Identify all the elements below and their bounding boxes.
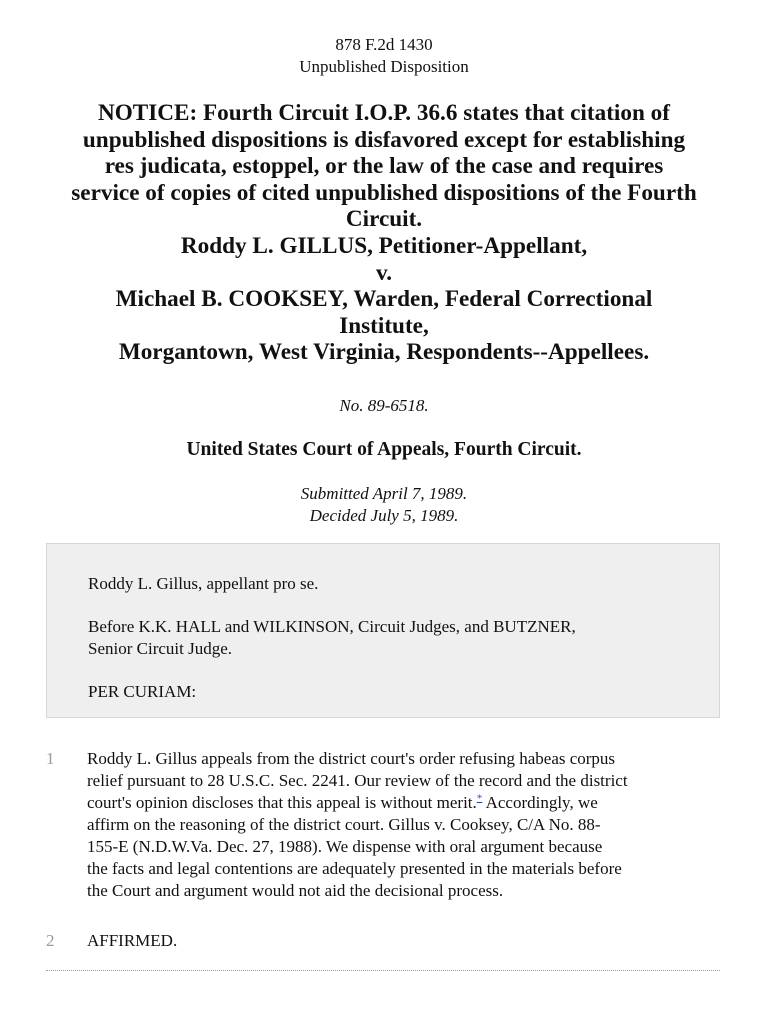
paragraph-number: 1 bbox=[46, 749, 55, 768]
respondent-line: Institute, bbox=[339, 312, 429, 339]
paragraph-line-segment: court's opinion discloses that this appeal is without merit. bbox=[87, 793, 477, 812]
divider bbox=[46, 970, 720, 971]
versus-label: v. bbox=[375, 259, 393, 286]
case-citation-header bbox=[0, 34, 768, 78]
paragraph-line: 155-E (N.D.W.Va. Dec. 27, 1988). We dispense with oral argument because bbox=[87, 837, 603, 856]
counsel-panel-box bbox=[46, 543, 720, 718]
notice-line: unpublished dispositions is disfavored except for establishing bbox=[82, 126, 686, 153]
paragraph-number: 2 bbox=[46, 931, 55, 950]
petitioner-name: Roddy L. GILLUS, Petitioner-Appellant, bbox=[180, 232, 588, 259]
counsel-line: Roddy L. Gillus, appellant pro se. bbox=[88, 574, 319, 593]
paragraph-text: AFFIRMED. bbox=[87, 931, 178, 950]
respondent-line: Michael B. COOKSEY, Warden, Federal Correctional bbox=[115, 286, 653, 313]
panel-line: Before K.K. HALL and WILKINSON, Circuit Judges, and BUTZNER, bbox=[88, 617, 576, 636]
per-curiam-label: PER CURIAM: bbox=[88, 682, 197, 701]
paragraph-text bbox=[87, 748, 727, 902]
notice-line: service of copies of cited unpublished dispositions of the Fourth bbox=[71, 179, 697, 206]
docket-number: No. 89-6518. bbox=[339, 396, 429, 415]
paragraph-line: the facts and legal contentions are adequately presented in the materials before bbox=[87, 859, 622, 878]
case-title bbox=[44, 100, 724, 366]
notice-line: Circuit. bbox=[345, 206, 423, 233]
notice-line: res judicata, estoppel, or the law of the case and requires bbox=[104, 153, 664, 180]
reporter-citation: 878 F.2d 1430 bbox=[335, 35, 433, 54]
paragraph-line bbox=[87, 792, 727, 814]
panel-line: Senior Circuit Judge. bbox=[88, 639, 233, 658]
paragraph-line: Roddy L. Gillus appeals from the district court's order refusing habeas corpus bbox=[87, 749, 616, 768]
court-name: United States Court of Appeals, Fourth Circuit. bbox=[186, 439, 582, 460]
decision-dates bbox=[0, 483, 768, 527]
paragraph-line: the Court and argument would not aid the decisional process. bbox=[87, 881, 504, 900]
decided-date: Decided July 5, 1989. bbox=[309, 506, 459, 525]
paragraph-line: relief pursuant to 28 U.S.C. Sec. 2241. Our review of the record and the district bbox=[87, 771, 628, 790]
respondent-line: Morgantown, West Virginia, Respondents--Appellees. bbox=[118, 339, 650, 366]
paragraph-line-segment: Accordingly, we bbox=[482, 793, 598, 812]
footnote-link[interactable]: * bbox=[476, 792, 483, 805]
notice-line: NOTICE: Fourth Circuit I.O.P. 36.6 states that citation of bbox=[98, 100, 670, 126]
disposition-label: Unpublished Disposition bbox=[299, 57, 469, 76]
submitted-date: Submitted April 7, 1989. bbox=[300, 484, 468, 503]
paragraph-line: affirm on the reasoning of the district court. Gillus v. Cooksey, C/A No. 88- bbox=[87, 815, 601, 834]
